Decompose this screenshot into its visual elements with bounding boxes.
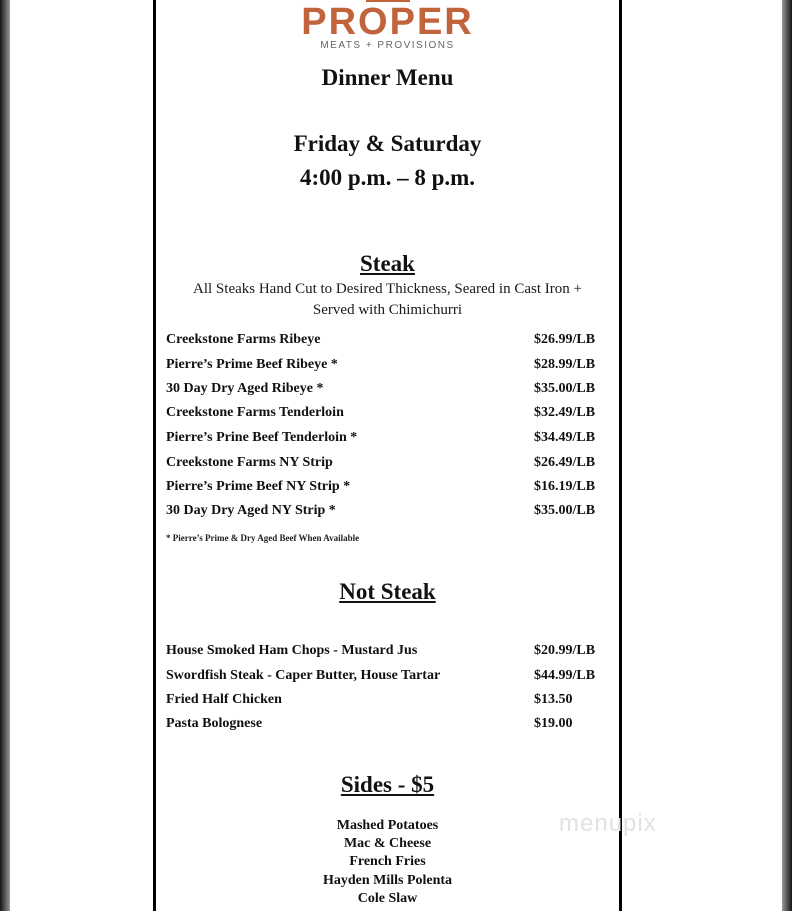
item-price: $32.49/LB [534, 405, 596, 420]
steak-item [166, 378, 606, 400]
not-steak-item [166, 713, 606, 735]
steak-item [166, 427, 606, 449]
item-price: $16.19/LB [534, 479, 596, 494]
side-item: Cole Slaw [357, 891, 418, 906]
item-price: $28.99/LB [534, 357, 596, 372]
item-price: $26.99/LB [534, 332, 596, 347]
not-steak-item [166, 640, 606, 662]
watermark: menupix [559, 810, 657, 837]
item-name: Pasta Bolognese [166, 716, 263, 731]
side-item: Hayden Mills Polenta [322, 873, 453, 888]
schedule-hours: 4:00 p.m. – 8 p.m. [299, 165, 476, 190]
item-price: $35.00/LB [534, 381, 596, 396]
not-steak-item [166, 689, 606, 711]
schedule-days: Friday & Saturday [293, 131, 482, 156]
not-steak-heading: Not Steak [339, 579, 436, 604]
steak-description-line1: All Steaks Hand Cut to Desired Thickness, Seared in Cast Iron + [193, 281, 582, 297]
steak-footnote: * Pierre’s Prime & Dry Aged Beef When Available [166, 533, 360, 543]
item-name: Pierre’s Prime Beef NY Strip * [166, 479, 351, 494]
steak-heading: Steak [360, 251, 415, 276]
item-price: $19.00 [534, 716, 573, 731]
item-name: House Smoked Ham Chops - Mustard Jus [166, 643, 418, 658]
item-name: Creekstone Farms Tenderloin [166, 405, 344, 420]
background-margin-left [10, 0, 153, 911]
item-price: $13.50 [534, 692, 573, 707]
item-price: $44.99/LB [534, 668, 596, 683]
not-steak-item [166, 665, 606, 687]
steak-description-line2: Served with Chimichurri [312, 302, 463, 318]
item-name: 30 Day Dry Aged NY Strip * [166, 503, 336, 518]
item-name: Creekstone Farms Ribeye [166, 332, 321, 347]
item-price: $20.99/LB [534, 643, 596, 658]
sides-heading: Sides - $5 [340, 772, 435, 797]
background-edge-left [0, 0, 10, 911]
steak-item [166, 354, 606, 376]
item-name: Creekstone Farms NY Strip [166, 455, 333, 470]
brand-tagline: MEATS + PROVISIONS [320, 40, 455, 51]
background-margin-right [622, 0, 782, 911]
item-name: Fried Half Chicken [166, 692, 282, 707]
steak-item [166, 500, 606, 522]
side-item: Mac & Cheese [343, 836, 432, 851]
side-item: Mashed Potatoes [336, 818, 439, 833]
item-name: Pierre’s Prime Beef Ribeye * [166, 357, 338, 372]
steak-item [166, 402, 606, 424]
item-price: $35.00/LB [534, 503, 596, 518]
item-price: $34.49/LB [534, 430, 596, 445]
menu-page [153, 0, 622, 911]
item-price: $26.49/LB [534, 455, 596, 470]
steak-item [166, 452, 606, 474]
item-name: Swordfish Steak - Caper Butter, House Tartar [166, 668, 441, 683]
menu-title: Dinner Menu [321, 65, 454, 90]
item-name: Pierre’s Prine Beef Tenderloin * [166, 430, 358, 445]
background-edge-right [782, 0, 792, 911]
steak-item [166, 476, 606, 498]
steak-item [166, 329, 606, 351]
side-item: French Fries [349, 854, 426, 869]
brand-logo: PROPER [301, 1, 474, 43]
item-name: 30 Day Dry Aged Ribeye * [166, 381, 324, 396]
